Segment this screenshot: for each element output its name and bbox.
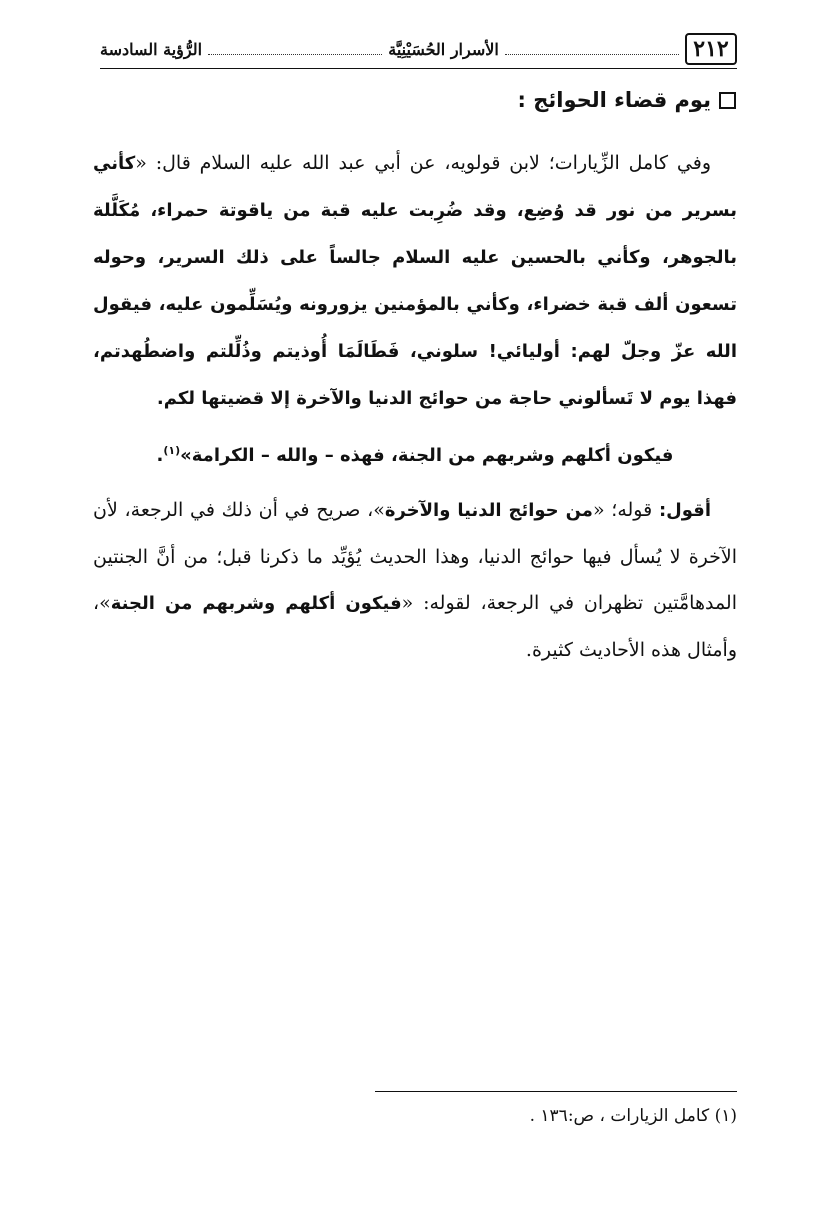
chapter-title: الرُّؤية السادسة — [100, 39, 203, 59]
square-bullet-icon — [719, 92, 736, 109]
footnote-rule — [375, 1091, 737, 1092]
commentary-lead: أقول: — [658, 500, 711, 521]
page-number: ٢١٢ — [685, 33, 737, 65]
header-rule — [100, 68, 737, 69]
main-text — [93, 140, 737, 673]
commentary-text-2: »، صريح في أن ذلك في الرجعة، لأن الآخرة لا يُسأل فيها حوائج الدنيا، وهذا الحديث يُؤيِّد ما ذكرنا قبل؛ من أنَّ الجنتين المدهامَّتين تظهران في الرجعة، لقوله: « — [93, 499, 737, 614]
header-dots — [208, 54, 382, 55]
commentary-text-1: قوله؛ « — [592, 499, 659, 521]
book-title: الأسرار الحُسَيْنِيَّة — [388, 39, 499, 59]
hadith-conclusion-text: فيكون أكلهم وشربهم من الجنة، فهذه – والله – الكرامة» — [180, 445, 674, 466]
footnote: (١) كامل الزيارات ، ص:١٣٦ . — [529, 1106, 737, 1126]
commentary-paragraph — [93, 487, 737, 673]
commentary-text-3: »، وأمثال هذه الأحاديث كثيرة. — [93, 592, 737, 661]
footnote-marker: (١) — [163, 444, 181, 457]
running-header — [100, 32, 737, 66]
section-heading — [518, 88, 736, 112]
hadith-conclusion — [93, 428, 737, 479]
section-heading-text: يوم قضاء الحوائج : — [517, 88, 711, 112]
header-dots — [505, 54, 679, 55]
hadith-conclusion-end: . — [156, 445, 164, 466]
hadith-quote: كأني بسرير من نور قد وُضِع، وقد ضُرِبت عليه قبة من ياقوتة حمراء، مُكَلَّلة بالجوهر، وكأني بالحسين عليه السلام جالساً على ذلك السرير، وحوله تسعون ألف قبة خضراء، وكأني بالمؤمنين يزورونه ويُسَلِّمون عليه، فيقول الله عزّ وجلّ لهم: أوليائي! سلوني، فَطَالَمَا أُوذيتم وذُلِّلتم واضطُهدتم، فهذا يوم لا تَسألوني حاجة من حوائج الدنيا والآخرة إلا قضيتها لكم. — [93, 153, 737, 409]
commentary-quote-1: من حوائج الدنيا والآخرة — [384, 500, 593, 521]
hadith-intro: وفي كامل الزِّيارات؛ لابن قولويه، عن أبي عبد الله عليه السلام قال: « — [135, 152, 711, 174]
hadith-paragraph — [93, 140, 737, 422]
commentary-quote-2: فيكون أكلهم وشربهم من الجنة — [110, 593, 402, 614]
